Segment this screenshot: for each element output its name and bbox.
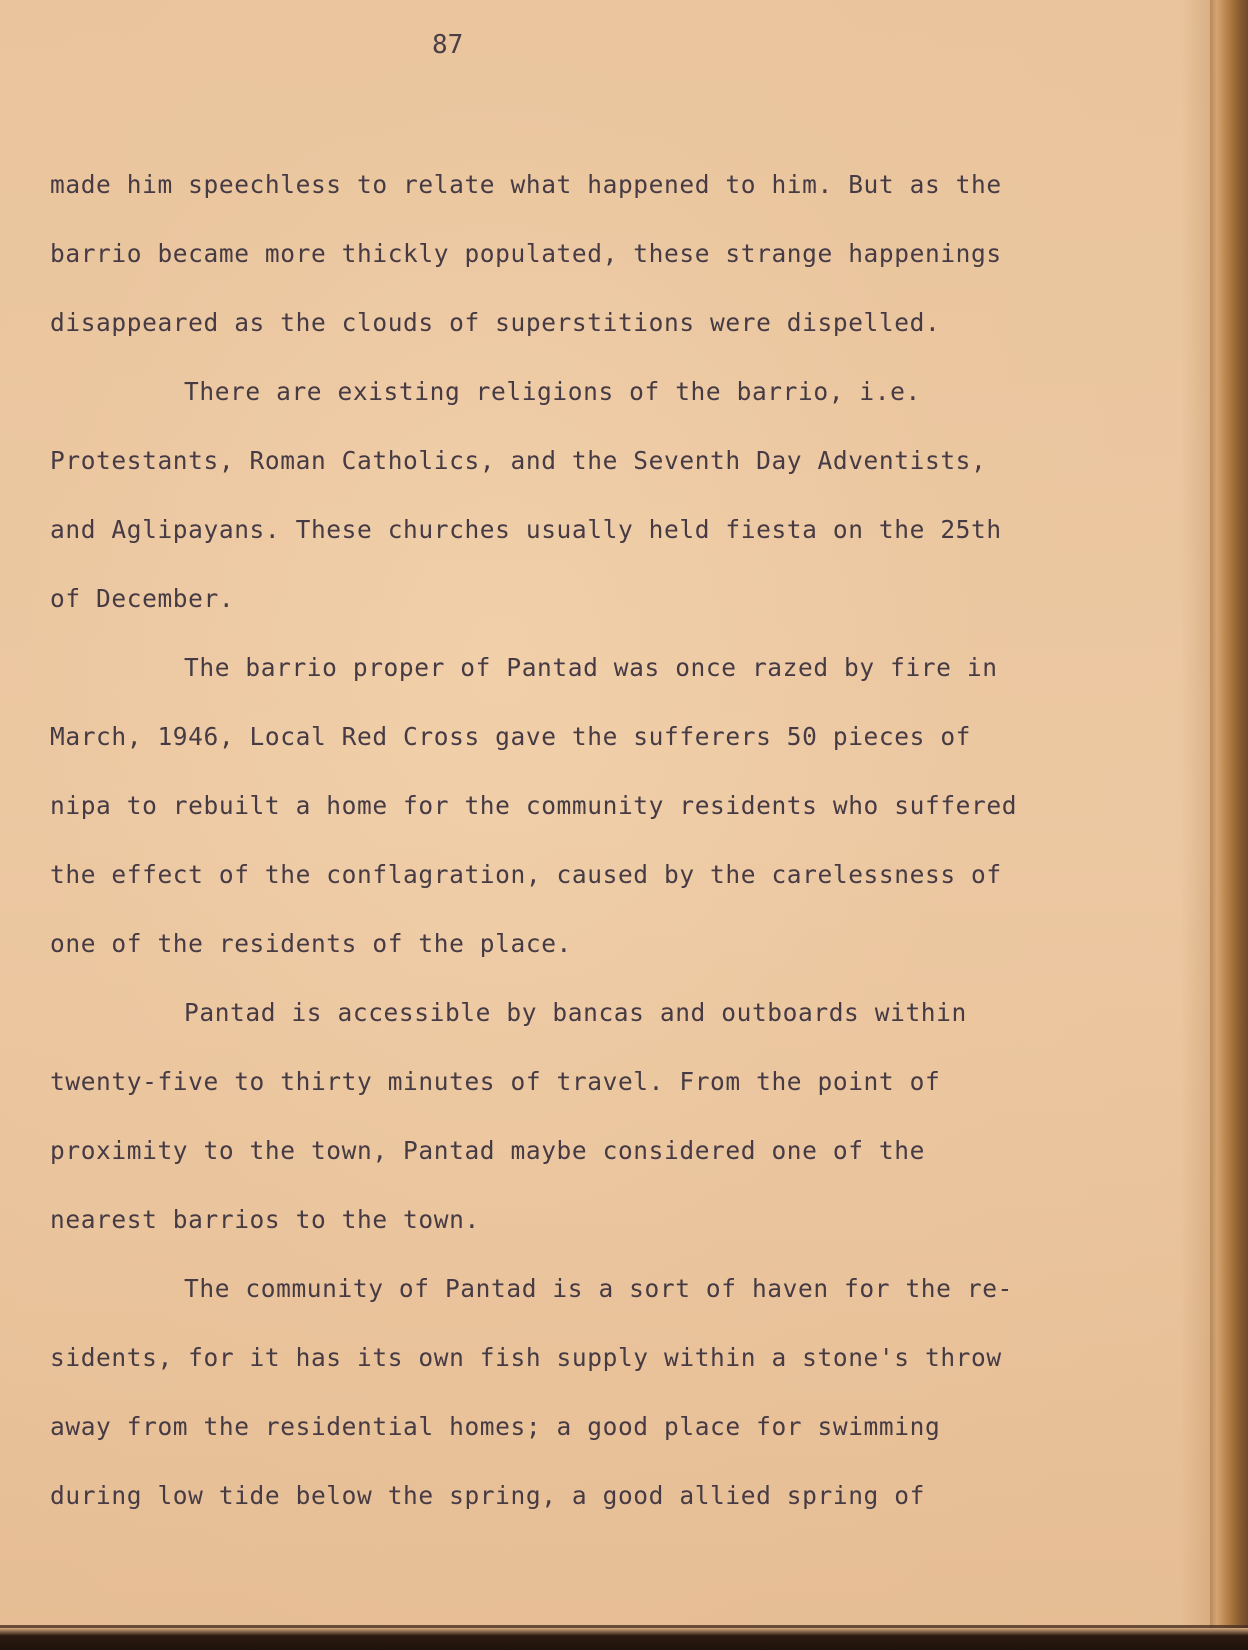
text-line: made him speechless to relate what happened to him. But as the	[50, 170, 1002, 199]
text-line: nipa to rebuilt a home for the community residents who suffered	[50, 791, 1018, 820]
text-line: of December.	[50, 584, 235, 613]
text-line: proximity to the town, Pantad maybe considered one of the	[50, 1136, 925, 1165]
page-number: 87	[432, 30, 464, 60]
text-line: barrio became more thickly populated, these strange happenings	[50, 239, 1002, 268]
text-line: Protestants, Roman Catholics, and the Seventh Day Adventists,	[50, 446, 987, 475]
page-bottom-edge	[0, 1628, 1248, 1650]
text-line: The barrio proper of Pantad was once razed by fire in	[184, 653, 998, 682]
text-line: March, 1946, Local Red Cross gave the sufferers 50 pieces of	[50, 722, 972, 751]
page-binding-edge	[1210, 0, 1248, 1650]
text-line: Pantad is accessible by bancas and outboards within	[184, 998, 967, 1027]
typed-body-text	[50, 150, 1180, 1530]
text-line: the effect of the conflagration, caused by the carelessness of	[50, 860, 1002, 889]
text-line: The community of Pantad is a sort of haven for the re-	[184, 1274, 1013, 1303]
binding-shadow	[1180, 0, 1210, 1650]
text-line: There are existing religions of the barrio, i.e.	[184, 377, 921, 406]
text-line: sidents, for it has its own fish supply within a stone's throw	[50, 1343, 1002, 1372]
text-line: during low tide below the spring, a good allied spring of	[50, 1481, 925, 1510]
text-line: nearest barrios to the town.	[50, 1205, 480, 1234]
text-line: twenty-five to thirty minutes of travel. From the point of	[50, 1067, 941, 1096]
text-line: away from the residential homes; a good place for swimming	[50, 1412, 941, 1441]
text-line: disappeared as the clouds of superstitions were dispelled.	[50, 308, 941, 337]
text-line: one of the residents of the place.	[50, 929, 572, 958]
text-line: and Aglipayans. These churches usually held fiesta on the 25th	[50, 515, 1002, 544]
